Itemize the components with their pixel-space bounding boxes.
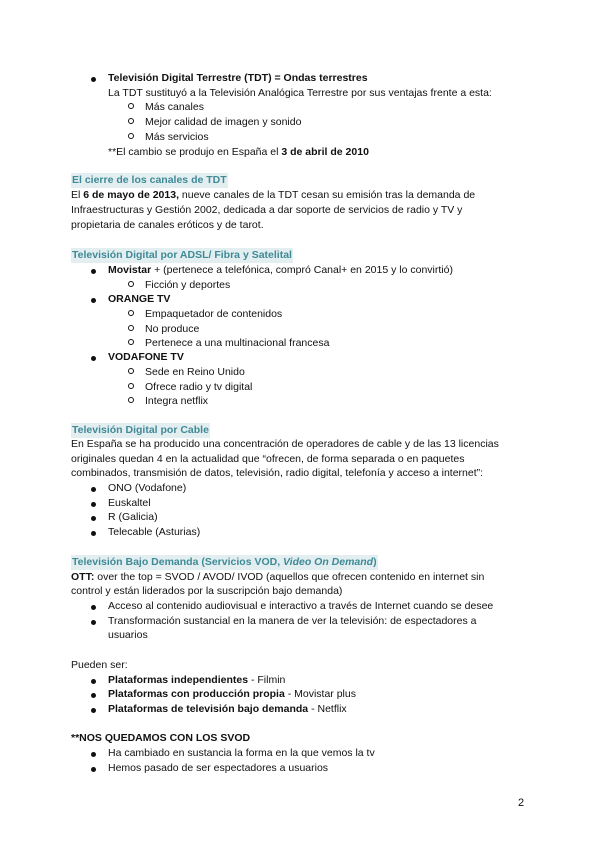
bullet-icon xyxy=(91,693,96,698)
cable-line: originales quedan 4 en la actualidad que “ofrecen, de forma separada o en paquetes xyxy=(71,453,465,465)
bullet-icon xyxy=(91,77,96,82)
bullet-icon xyxy=(91,752,96,757)
bullet-icon xyxy=(91,502,96,507)
section-heading-adsl: Televisión Digital por ADSL/ Fibra y Satelital xyxy=(72,249,292,261)
vod-point: Acceso al contenido audiovisual e interactivo a través de Internet cuando se desee xyxy=(108,600,494,612)
sub-bullet-icon xyxy=(128,383,134,389)
svod-point: Ha cambiado en sustancia la forma en la que vemos la tv xyxy=(108,747,375,759)
cierre-line: Infraestructuras y Gestión 2002, dedicada a dar soporte de servicios de radio y TV y xyxy=(71,204,463,216)
tdt-advantage: Más servicios xyxy=(145,131,209,143)
vodafone-sub: Sede en Reino Unido xyxy=(145,366,245,378)
section-heading-cable: Televisión Digital por Cable xyxy=(72,424,209,436)
orange-sub: Pertenece a una multinacional francesa xyxy=(145,337,330,349)
bullet-icon xyxy=(91,269,96,274)
vodafone-item: VODAFONE TV xyxy=(108,351,184,363)
sub-bullet-icon xyxy=(128,118,134,124)
bullet-icon xyxy=(91,605,96,610)
cable-operator: Telecable (Asturias) xyxy=(108,526,201,538)
cable-operator: ONO (Vodafone) xyxy=(108,482,187,494)
sub-bullet-icon xyxy=(128,339,134,345)
sub-bullet-icon xyxy=(128,133,134,139)
platform-item: Plataformas con producción propia - Movistar plus xyxy=(108,688,356,700)
sub-bullet-icon xyxy=(128,368,134,374)
orange-sub: Empaquetador de contenidos xyxy=(145,308,283,320)
ott-line: OTT: over the top = SVOD / AVOD/ IVOD (aquellos que ofrecen contenido en internet sin xyxy=(71,571,485,583)
bullet-icon xyxy=(91,487,96,492)
cierre-line: El 6 de mayo de 2013, nueve canales de la TDT cesan su emisión tras la demanda de xyxy=(71,189,476,201)
platform-item: Plataformas independientes - Filmin xyxy=(108,674,286,686)
pueden-ser: Pueden ser: xyxy=(71,659,128,671)
vod-point: Transformación sustancial en la manera de ver la televisión: de espectadores a xyxy=(108,615,477,627)
sub-bullet-icon xyxy=(128,281,134,287)
bullet-icon xyxy=(91,767,96,772)
section-heading-vod: Televisión Bajo Demanda (Servicios VOD, Video On Demand) xyxy=(72,556,377,568)
vod-point-cont: usuarios xyxy=(108,629,148,641)
vodafone-sub: Ofrece radio y tv digital xyxy=(145,381,253,393)
bullet-icon xyxy=(91,298,96,303)
sub-bullet-icon xyxy=(128,103,134,109)
svod-title: **NOS QUEDAMOS CON LOS SVOD xyxy=(71,732,251,744)
bullet-icon xyxy=(91,708,96,713)
sub-bullet-icon xyxy=(128,325,134,331)
ott-line: control y están liderados por la suscripción bajo demanda) xyxy=(71,585,343,597)
sub-bullet-icon xyxy=(128,310,134,316)
bullet-icon xyxy=(91,356,96,361)
vodafone-sub: Integra netflix xyxy=(145,395,209,407)
section-heading-cierre: El cierre de los canales de TDT xyxy=(72,174,227,186)
cable-line: combinados, transmisión de datos, televisión, radio digital, telefonía y acceso a internet”: xyxy=(71,467,484,479)
movistar-item: Movistar + (pertenece a telefónica, compró Canal+ en 2015 y lo convirtió) xyxy=(108,264,453,276)
orange-sub: No produce xyxy=(145,323,200,335)
page-number: 2 xyxy=(518,797,525,809)
bullet-icon xyxy=(91,679,96,684)
tdt-advantage: Mejor calidad de imagen y sonido xyxy=(145,116,302,128)
sub-bullet-icon xyxy=(128,397,134,403)
tdt-title: Televisión Digital Terrestre (TDT) = Ondas terrestres xyxy=(108,72,368,84)
cable-line: En España se ha producido una concentración de operadores de cable y de las 13 licencias xyxy=(71,438,499,450)
tdt-note: **El cambio se produjo en España el 3 de abril de 2010 xyxy=(108,146,369,158)
tdt-advantage: Más canales xyxy=(145,101,204,113)
cierre-line: propietaria de canales eróticos y de tarot. xyxy=(71,219,264,231)
platform-item: Plataformas de televisión bajo demanda - Netflix xyxy=(108,703,347,715)
cable-operator: R (Galicia) xyxy=(108,511,158,523)
bullet-icon xyxy=(91,531,96,536)
cable-operator: Euskaltel xyxy=(108,497,151,509)
bullet-icon xyxy=(91,620,96,625)
svod-point: Hemos pasado de ser espectadores a usuarios xyxy=(108,762,329,774)
tdt-intro: La TDT sustituyó a la Televisión Analógica Terrestre por sus ventajas frente a esta: xyxy=(108,87,492,99)
orange-item: ORANGE TV xyxy=(108,293,171,305)
bullet-icon xyxy=(91,516,96,521)
movistar-sub: Ficción y deportes xyxy=(145,279,231,291)
